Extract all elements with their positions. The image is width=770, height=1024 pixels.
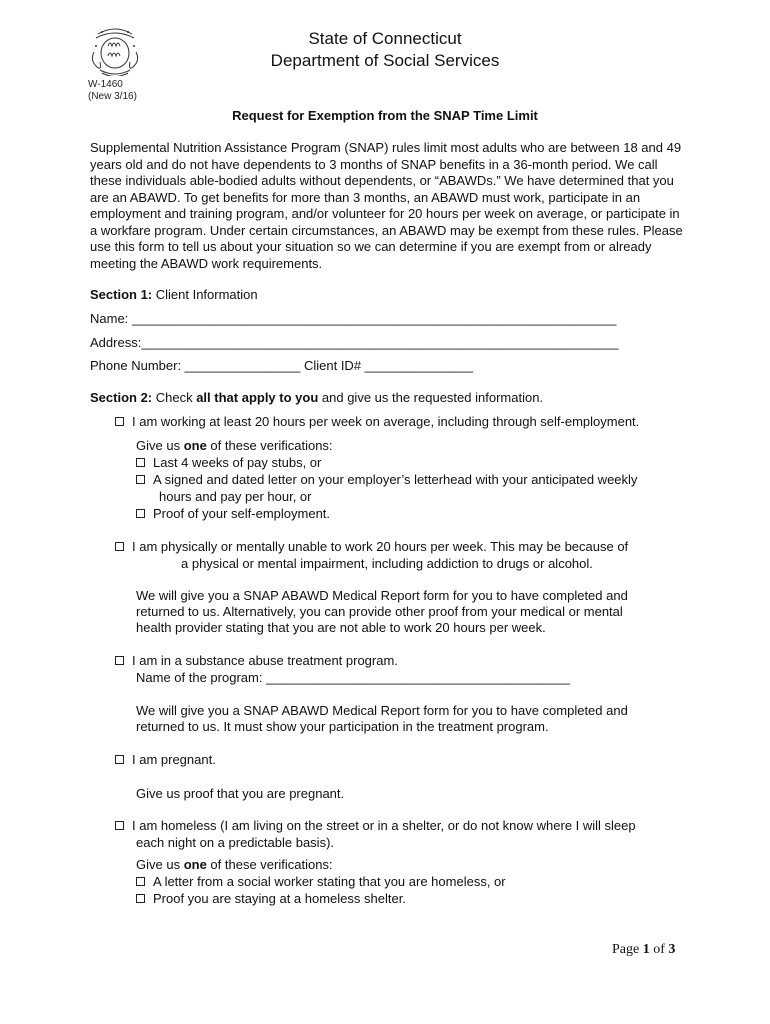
treatment-checkbox[interactable]	[115, 656, 124, 665]
working-option-letter: A signed and dated letter on your employer’s letterhead with your anticipated weekly	[136, 472, 637, 489]
homeless-verification-intro: Give us one of these verifications:	[136, 857, 333, 872]
pregnant-checkbox[interactable]	[115, 755, 124, 764]
working-option-paystubs: Last 4 weeks of pay stubs, or	[136, 455, 321, 472]
treatment-note-2: returned to us. It must show your participation in the treatment program.	[136, 719, 549, 734]
name-label: Name:	[90, 311, 132, 326]
working-option-letter-cont: hours and pay per hour, or	[159, 489, 312, 504]
address-field[interactable]	[90, 335, 619, 351]
page-current: 1	[642, 942, 650, 957]
page-number: Page 1 of 3	[612, 942, 676, 957]
address-blank[interactable]: __________________________________________________________________	[141, 335, 619, 350]
program-name-blank[interactable]: __________________________________________	[266, 670, 570, 685]
form-revision: (New 3/16)	[88, 91, 137, 102]
social-worker-letter-checkbox[interactable]	[136, 877, 145, 886]
pregnant-note: Give us proof that you are pregnant.	[136, 786, 345, 801]
working-verification-intro: Give us one of these verifications:	[136, 438, 333, 453]
working-checkbox[interactable]	[115, 417, 124, 426]
client-id-label: Client ID#	[300, 358, 365, 373]
program-name-label: Name of the program:	[136, 670, 267, 685]
unable-note-2: returned to us. Alternatively, you can provide other proof from your medical or mental	[136, 604, 623, 619]
homeless-item	[115, 818, 636, 835]
client-id-blank[interactable]: _______________	[364, 358, 474, 373]
homeless-label-cont: each night on a predictable basis).	[136, 835, 335, 850]
section1-title: Client Information	[152, 287, 258, 302]
unable-label: I am physically or mentally unable to work 20 hours per week. This may be because of	[132, 539, 629, 554]
page-total: 3	[668, 942, 676, 957]
unable-item	[115, 539, 628, 556]
section2-heading: Section 2: Check all that apply to you and give us the requested information.	[90, 390, 544, 405]
form-number-block	[88, 79, 137, 103]
form-number: W-1460	[88, 79, 123, 90]
name-field[interactable]	[90, 311, 616, 327]
homeless-option-shelter: Proof you are staying at a homeless shelter.	[136, 891, 406, 908]
agency-department: Department of Social Services	[270, 51, 500, 70]
homeless-checkbox[interactable]	[115, 821, 124, 830]
phone-blank[interactable]: ________________	[184, 358, 301, 373]
unable-note-3: health provider stating that you are not able to work 20 hours per week.	[136, 620, 546, 635]
name-blank[interactable]: ___________________________________________________________________	[131, 311, 617, 326]
shelter-proof-checkbox[interactable]	[136, 894, 145, 903]
phone-label: Phone Number:	[90, 358, 185, 373]
letter-checkbox[interactable]	[136, 475, 145, 484]
section1-heading	[90, 287, 258, 302]
unable-checkbox[interactable]	[115, 542, 124, 551]
working-item	[115, 414, 639, 431]
unable-label-cont: a physical or mental impairment, including addiction to drugs or alcohol.	[181, 556, 593, 571]
treatment-note-1: We will give you a SNAP ABAWD Medical Report form for you to have completed and	[136, 703, 628, 718]
homeless-label: I am homeless (I am living on the street or in a shelter, or do not know where I will sleep	[132, 818, 636, 833]
selfemployment-checkbox[interactable]	[136, 509, 145, 518]
agency-state: State of Connecticut	[308, 29, 462, 48]
homeless-option-letter: A letter from a social worker stating that you are homeless, or	[136, 874, 506, 891]
address-label: Address:	[90, 335, 142, 350]
treatment-item	[115, 653, 398, 670]
unable-note-1: We will give you a SNAP ABAWD Medical Report form for you to have completed and	[136, 588, 628, 603]
document-title: Request for Exemption from the SNAP Time Limit	[232, 108, 538, 123]
phone-client-row	[90, 358, 473, 374]
treatment-label: I am in a substance abuse treatment program.	[132, 653, 398, 668]
program-name-field	[136, 670, 570, 687]
pregnant-label: I am pregnant.	[132, 752, 216, 767]
section1-label: Section 1:	[90, 287, 153, 302]
working-option-selfemployment: Proof of your self-employment.	[136, 506, 330, 523]
pregnant-item	[115, 752, 216, 769]
paystubs-checkbox[interactable]	[136, 458, 145, 467]
section2-label: Section 2:	[90, 390, 153, 405]
intro-paragraph: Supplemental Nutrition Assistance Program (SNAP) rules limit most adults who are between 18 and 49 years old and do not have dependents to 3 months of SNAP benefits in a 36-month period. We call these individuals able-bodied adults without dependents, or “ABAWDs.” We have determined that you are an ABAWD. To get benefits for more than 3 months, an ABAWD must work, participate in an employment and training program, and/or volunteer for 20 hours per week on average, or participate in a workfare program. Under certain circumstances, an ABAWD may be exempt from these rules. Please use this form to tell us about your situation so we can determine if you are exempt from or already meeting the ABAWD work requirements.	[90, 140, 683, 271]
section2-emphasis: all that apply to you	[196, 390, 319, 405]
working-label: I am working at least 20 hours per week on average, including through self-employment.	[132, 414, 640, 429]
